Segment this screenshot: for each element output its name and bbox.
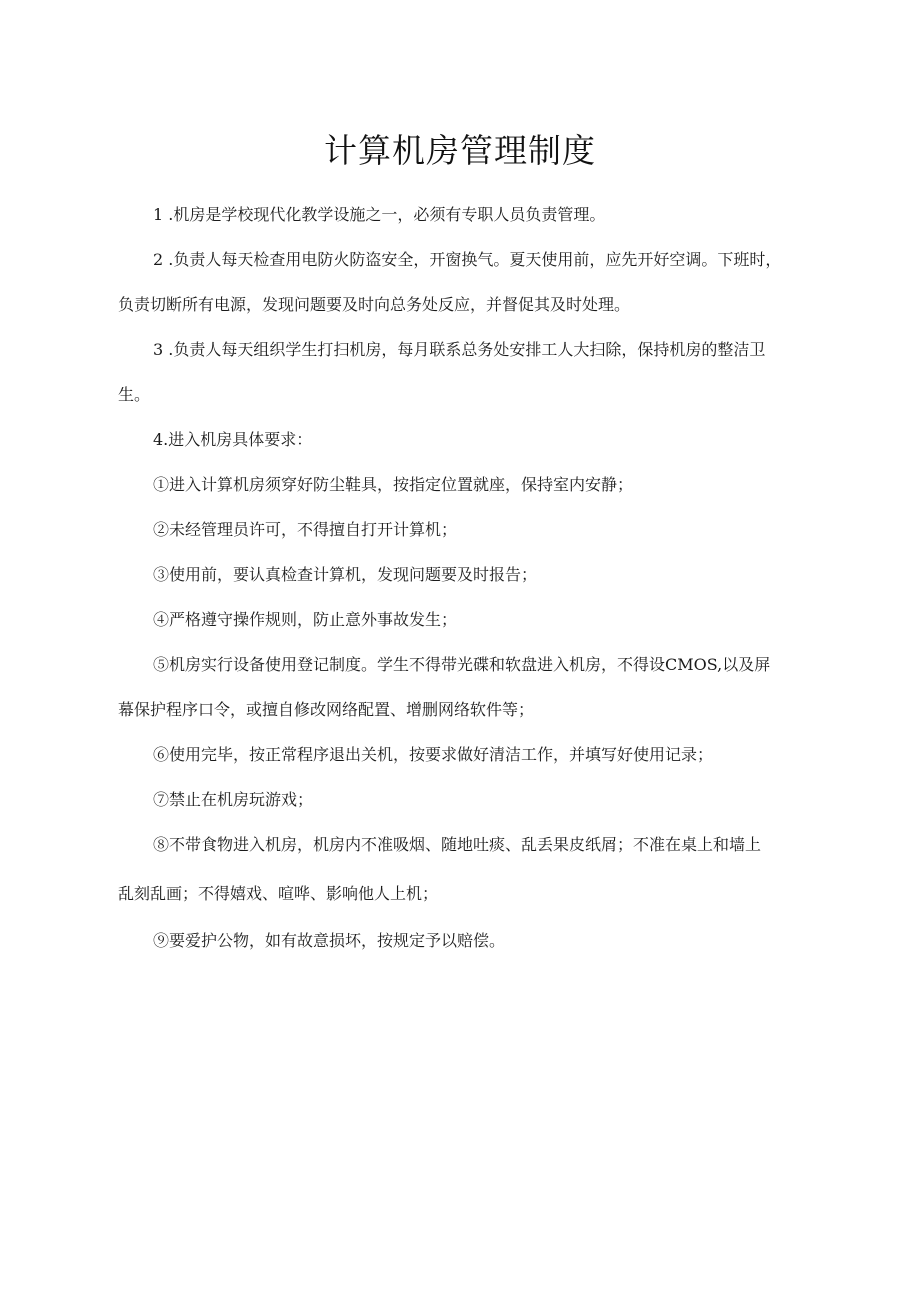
rule-item-2 <box>118 507 818 552</box>
rule-item-8 <box>118 822 818 916</box>
rule-item-3 <box>118 552 818 597</box>
paragraph-line: ⑧不带食物进入机房，机房内不准吸烟、随地吐痰、乱丢果皮纸屑；不准在桌上和墙上 <box>153 835 762 854</box>
paragraph-line: ③使用前，要认真检查计算机，发现问题要及时报告； <box>153 565 538 584</box>
paragraph-1 <box>118 192 818 237</box>
paragraph-line: 生。 <box>118 385 151 404</box>
paragraph-line: ①进入计算机房须穿好防尘鞋具，按指定位置就座，保持室内安静； <box>153 475 634 494</box>
paragraph-3 <box>118 327 818 417</box>
paragraph-4 <box>118 417 818 462</box>
paragraph-line: ⑦禁止在机房玩游戏； <box>153 790 314 809</box>
paragraph-line: ④严格遵守操作规则，防止意外事故发生； <box>153 610 458 629</box>
rule-item-1 <box>118 462 818 507</box>
paragraph-line: 负责切断所有电源，发现问题要及时向总务处反应，并督促其及时处理。 <box>118 295 631 314</box>
paragraph-line: ⑤机房实行设备使用登记制度。学生不得带光碟和软盘进入机房，不得设CMOS,以及屏 <box>153 655 771 674</box>
rule-item-4 <box>118 597 818 642</box>
paragraph-line: 1 .机房是学校现代化教学设施之一，必须有专职人员负责管理。 <box>153 205 606 224</box>
page-title: 计算机房管理制度 <box>324 131 596 170</box>
paragraph-line: ⑥使用完毕，按正常程序退出关机，按要求做好清洁工作，并填写好使用记录； <box>153 745 714 764</box>
rule-item-6 <box>118 732 818 777</box>
rule-item-9 <box>118 918 818 963</box>
paragraph-line: 3 .负责人每天组织学生打扫机房，每月联系总务处安排工人大扫除，保持机房的整洁卫 <box>153 340 766 359</box>
rule-item-5 <box>118 642 818 732</box>
paragraph-line: 乱刻乱画；不得嬉戏、喧哗、影响他人上机； <box>118 884 439 903</box>
paragraph-line: 幕保护程序口令，或擅自修改网络配置、增删网络软件等； <box>118 700 535 719</box>
rule-item-7 <box>118 777 818 822</box>
paragraph-line: ②未经管理员许可，不得擅自打开计算机； <box>153 520 458 539</box>
paragraph-line: 2 .负责人每天检查用电防火防盗安全，开窗换气。夏天使用前，应先开好空调。下班时， <box>153 250 782 269</box>
paragraph-line: ⑨要爱护公物，如有故意损坏，按规定予以赔偿。 <box>153 931 506 950</box>
paragraph-2 <box>118 237 818 327</box>
paragraph-line: 4.进入机房具体要求： <box>153 430 313 449</box>
